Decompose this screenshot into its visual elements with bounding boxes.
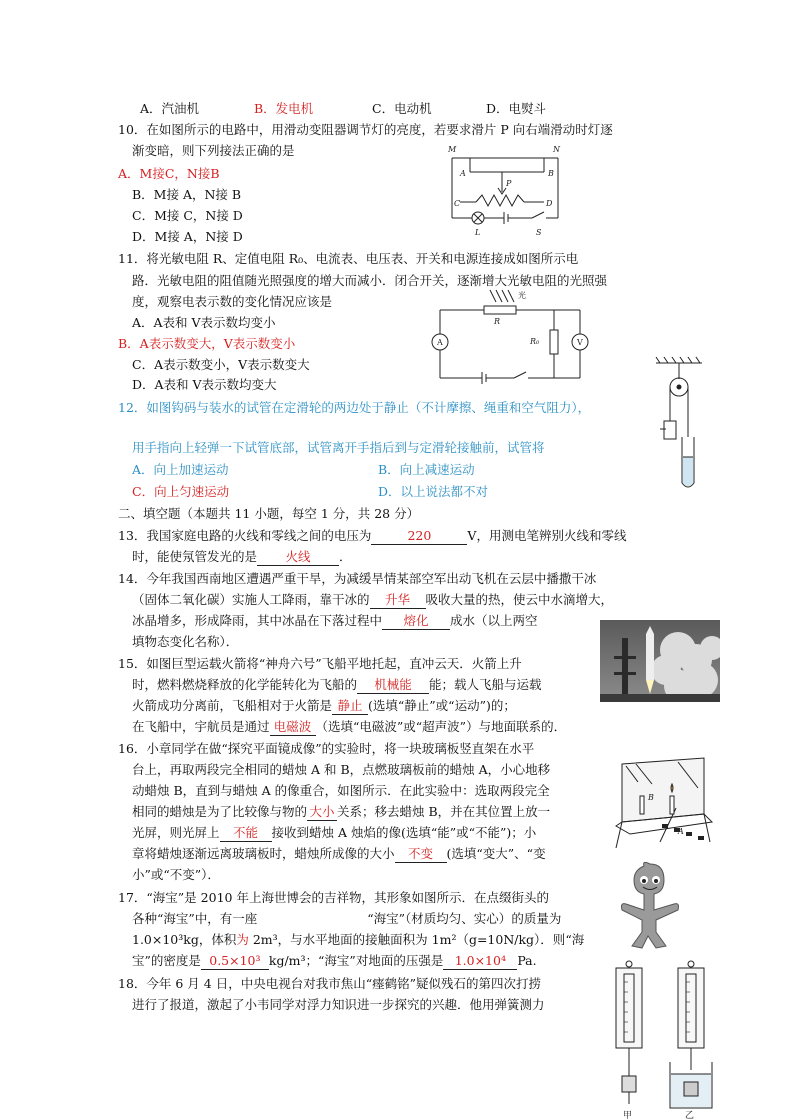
q15-line-3 [132,698,516,715]
q16-text-5a: 光屏，则光屏上 [132,825,220,840]
q17-text-3a: 1.0×10³kg，体积 [132,932,237,947]
q10-option-a: A．M接C，N接B [118,166,220,181]
q15-text-3b: (选填“静止”或“运动”)的； [368,698,516,713]
q17-text-3b: 2m³，与水平地面的接触面积为 1m²（g=10N/kg）．则“海 [248,932,585,947]
q9-option-a: A．汽油机 [140,101,200,116]
q17-line-4 [132,953,537,970]
section2-title: 二、填空题（本题共 11 小题，每空 1 分，共 28 分） [118,506,420,521]
q15-answer-motion: 静止 [332,698,368,715]
q15-answer-energy: 机械能 [357,677,429,694]
q10-option-c: C．M接 C，N接 D [132,208,243,223]
q17-text-3r: 为 [236,932,249,947]
q10-label-l: L [475,228,481,237]
q15-answer-wave: 电磁波 [270,719,316,736]
q14-answer-2: 熔化 [382,613,450,630]
q17-text-2b: “海宝”（材质均匀、实心）的质量为 [367,911,562,926]
q14-text-3a: 冰晶增多，形成降雨，其中冰晶在下落过程中 [132,613,383,628]
q15-text-2a: 时，燃料燃烧释放的化学能转化为飞船的 [132,677,358,692]
q11-option-c: C．A表示数变小，V表示数变大 [132,357,310,372]
q12-pulley-figure [646,355,712,495]
q17-answer-density: 0.5×10³ [201,953,269,970]
q14-line-2 [132,592,613,609]
q16-line-1: 16．小章同学在做“探究平面镜成像”的实验时，将一块玻璃板竖直架在水平 [118,741,535,756]
q17-line-1: 17．“海宝”是 2010 年上海世博会的吉祥物，其形象如图所示．在点缀街头的 [118,890,549,905]
q12-option-b: B．向上减速运动 [378,462,475,477]
q14-line-4: 填物态变化名称）． [132,634,239,649]
q16-line-4 [132,804,550,821]
q10-label-b: B [548,169,554,178]
q16-line-6 [132,846,546,863]
q12-option-c: C．向上匀速运动 [132,484,230,499]
q14-line-1: 14．今年我国西南地区遭遇严重干旱，为减缓旱情某部空军出动飞机在云层中播撒干冰 [118,571,597,586]
q15-line-1: 15．如图巨型运载火箭将“神舟六号”飞船平地托起，直冲云天．火箭上升 [118,656,522,671]
q17-text-2a: 各种“海宝”中，有一座 [132,911,258,926]
q10-option-b: B．M接 A，N接 B [132,187,242,202]
q14-text-2b: 吸收大量的热，使云中水滴增大， [425,592,614,607]
q17-text-4b: kg/m³；“海宝”对地面的压强是 [268,953,444,968]
q11-option-d: D．A表和 V表示数均变大 [132,377,277,392]
q15-rocket-photo [600,620,720,702]
q10-option-d: D．M接 A，N接 D [132,229,243,244]
q18-line-1: 18．今年 6 月 4 日，中央电视台对我市焦山“瘗鹤铭”疑似残石的第四次打捞 [118,976,541,991]
q11-option-a: A．A表和 V表示数均变小 [132,315,276,330]
q16-text-4a: 相同的蜡烛是为了比较像与物的 [132,804,308,819]
q15-text-2b: 能；载人飞船与运载 [429,677,542,692]
q18-label-jia: 甲 [623,1111,633,1119]
q11-label-light: 光 [518,291,526,300]
q10-label-c: C [454,199,461,208]
q10-label-d: D [546,199,553,208]
q16-line-5 [132,825,536,842]
q14-text-3b: 成水（以上两空 [450,613,538,628]
q12-option-d: D．以上说法都不对 [378,484,489,499]
q10-stem-1: 10．在如图所示的电路中，用滑动变阻器调节灯的亮度，若要求滑片 P 向右端滑动时灯逐 [118,122,613,137]
q10-label-s: S [536,228,542,237]
q10-label-n: N [553,145,560,154]
q16-line-2: 台上，再取两段完全相同的蜡烛 A 和 B，点燃玻璃板前的蜡烛 A，小心地移 [132,762,551,777]
q15-text-3a: 火箭成功分离前，飞船相对于火箭是 [132,698,333,713]
q17-answer-pressure: 1.0×10⁴ [443,953,517,970]
q11-label-ammeter: A [437,338,443,347]
q16-answer-change: 不变 [395,846,447,863]
q13-line-1 [118,528,626,545]
q9-option-c: C．电动机 [372,101,432,116]
q11-stem-1: 11．将光敏电阻 R、定值电阻 R₀、电流表、电压表、开关和电源连接成如图所示电 [118,251,579,266]
q16-text-5b: 接收到蜡烛 A 烛焰的像(选填“能”或“不能”)；小 [271,825,537,840]
q10-circuit-figure [440,140,590,240]
q17-text-4a: 宝”的密度是 [132,953,201,968]
q13-text-4: ． [339,549,352,564]
q11-stem-2: 路．光敏电阻的阻值随光照强度的增大而减小．闭合开关，逐渐增大光敏电阻的光照强 [132,273,608,288]
q14-answer-1: 升华 [370,592,426,609]
q10-stem-2: 渐变暗，则下列接法正确的是 [132,143,295,158]
q10-label-p: P [506,179,512,188]
q16-answer-size: 大小 [307,804,337,821]
q9-option-b: B．发电机 [254,101,314,116]
q11-circuit-figure [430,286,605,386]
q13-line-2 [132,549,352,566]
q11-label-voltmeter: V [577,338,583,347]
q18-label-yi: 乙 [685,1111,695,1119]
q11-label-r: R [494,317,501,326]
q17-line-2 [132,911,561,927]
q17-line-3 [132,932,584,948]
q11-label-r0: R₀ [530,337,540,346]
q18-spring-scale-figure [608,958,718,1119]
q17-haibao-mascot [614,860,686,952]
q10-label-a: A [460,169,466,178]
q17-text-4c: Pa. [517,953,537,968]
q16-mirror-figure [608,752,718,852]
q13-answer-voltage: 220 [371,528,467,545]
q9-option-d: D．电熨斗 [486,101,547,116]
q13-answer-wire: 火线 [257,549,339,566]
q11-stem-3: 度，观察电表示数的变化情况应该是 [132,294,333,309]
q15-text-4a: 在飞船中，宇航员是通过 [132,719,270,734]
q14-line-3 [132,613,538,630]
q16-line-7: 小”或“不变”）． [132,867,220,882]
q16-text-6a: 章将蜡烛逐渐远离玻璃板时，蜡烛所成像的大小 [132,846,395,861]
q12-stem-1: 12．如图钩码与装水的试管在定滑轮的两边处于静止（不计摩擦、绳重和空气阻力）， [118,400,591,415]
q16-answer-screen: 不能 [220,825,272,842]
q13-text-2: V，用测电笔辨别火线和零线 [467,528,627,543]
q18-line-2: 进行了报道，激起了小韦同学对浮力知识进一步探究的兴趣．他用弹簧测力 [132,997,545,1012]
q16-label-b: B [648,793,654,802]
q16-line-3: 动蜡烛 B，直到与蜡烛 A 的像重合，如图所示．在此实验中：选取两段完全 [132,783,550,798]
q16-text-4b: 关系；移去蜡烛 B，并在其位置上放一 [337,804,551,819]
q11-option-b: B．A表示数变大，V表示数变小 [118,336,296,351]
q12-stem-2: 用手指向上轻弹一下试管底部，试管离开手指后到与定滑轮接触前，试管将 [132,440,545,455]
q13-text-1: 13．我国家庭电路的火线和零线之间的电压为 [118,528,372,543]
q16-label-a: A [678,827,684,836]
q16-text-6b: (选填“变大”、“变 [446,846,546,861]
q10-label-m: M [448,145,457,154]
q13-text-3: 时，能使氖管发光的是 [132,549,258,564]
q12-option-a: A．向上加速运动 [132,462,229,477]
q15-line-4 [132,719,566,736]
q14-text-2a: （固体二氧化碳）实施人工降雨，靠干冰的 [132,592,370,607]
q15-text-4b: （选填“电磁波”或“超声波”）与地面联系的． [315,719,567,734]
q15-line-2 [132,677,542,694]
